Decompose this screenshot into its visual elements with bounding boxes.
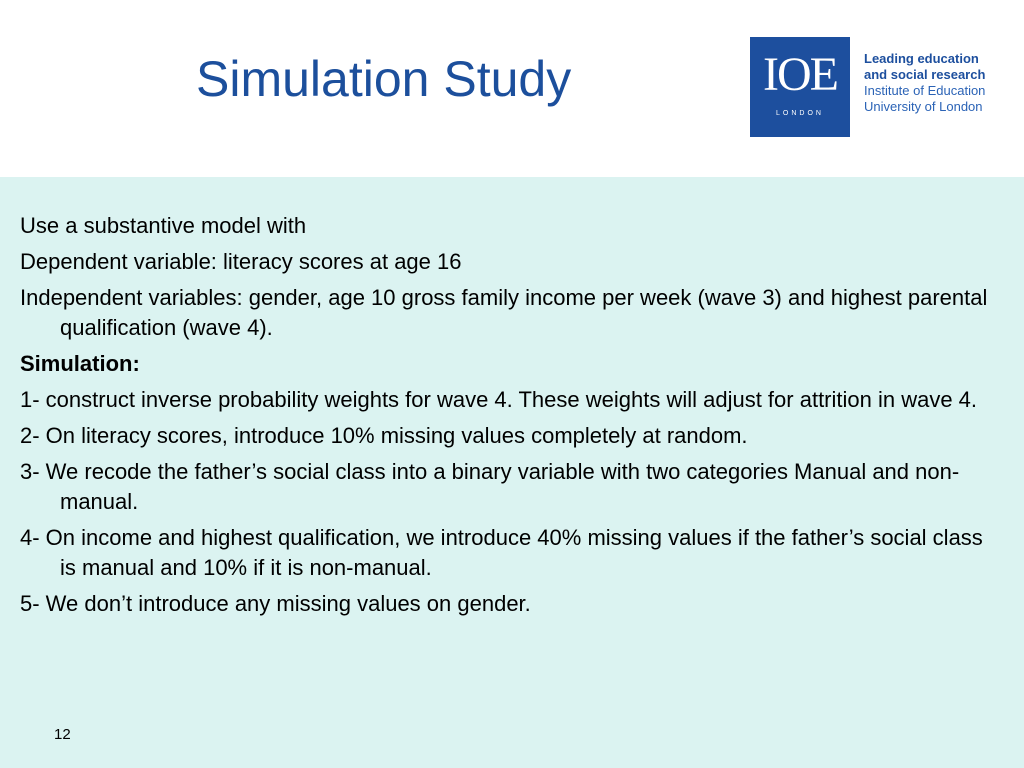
logo-line-1: Leading education: [864, 51, 979, 66]
ioe-logo-sub: LONDON: [776, 110, 824, 117]
body-line: 3- We recode the father’s social class into a binary variable with two categories Manual and non-manual.: [20, 459, 960, 514]
simulation-heading: Simulation:: [20, 351, 140, 376]
ioe-logo-text: [864, 51, 1000, 115]
body-line: Use a substantive model with: [20, 213, 307, 238]
logo-line-3: Institute of Education: [864, 83, 986, 98]
body-line: 2- On literacy scores, introduce 10% missing values completely at random.: [20, 423, 748, 448]
slide-number: 12: [54, 726, 71, 743]
slide-content: [0, 177, 1024, 768]
body-line: Independent variables: gender, age 10 gross family income per week (wave 3) and highest parental qualification (wave 4).: [20, 285, 988, 340]
ioe-logo: [750, 37, 1000, 137]
ioe-logo-box: [750, 37, 850, 137]
logo-line-2: and social research: [864, 67, 986, 82]
body-line: 1- construct inverse probability weights for wave 4. These weights will adjust for attrition in wave 4.: [20, 387, 978, 412]
slide-title: Simulation Study: [196, 51, 572, 107]
slide-body: [20, 211, 1000, 625]
logo-line-4: University of London: [864, 99, 983, 114]
body-line: 5- We don’t introduce any missing values on gender.: [20, 591, 531, 616]
slide-header: [0, 0, 1024, 177]
body-line: Dependent variable: literacy scores at age 16: [20, 249, 462, 274]
body-line: 4- On income and highest qualification, we introduce 40% missing values if the father’s social class is manual and 10% if it is non-manual.: [20, 525, 983, 580]
ioe-logo-mark: IOE: [763, 48, 837, 101]
